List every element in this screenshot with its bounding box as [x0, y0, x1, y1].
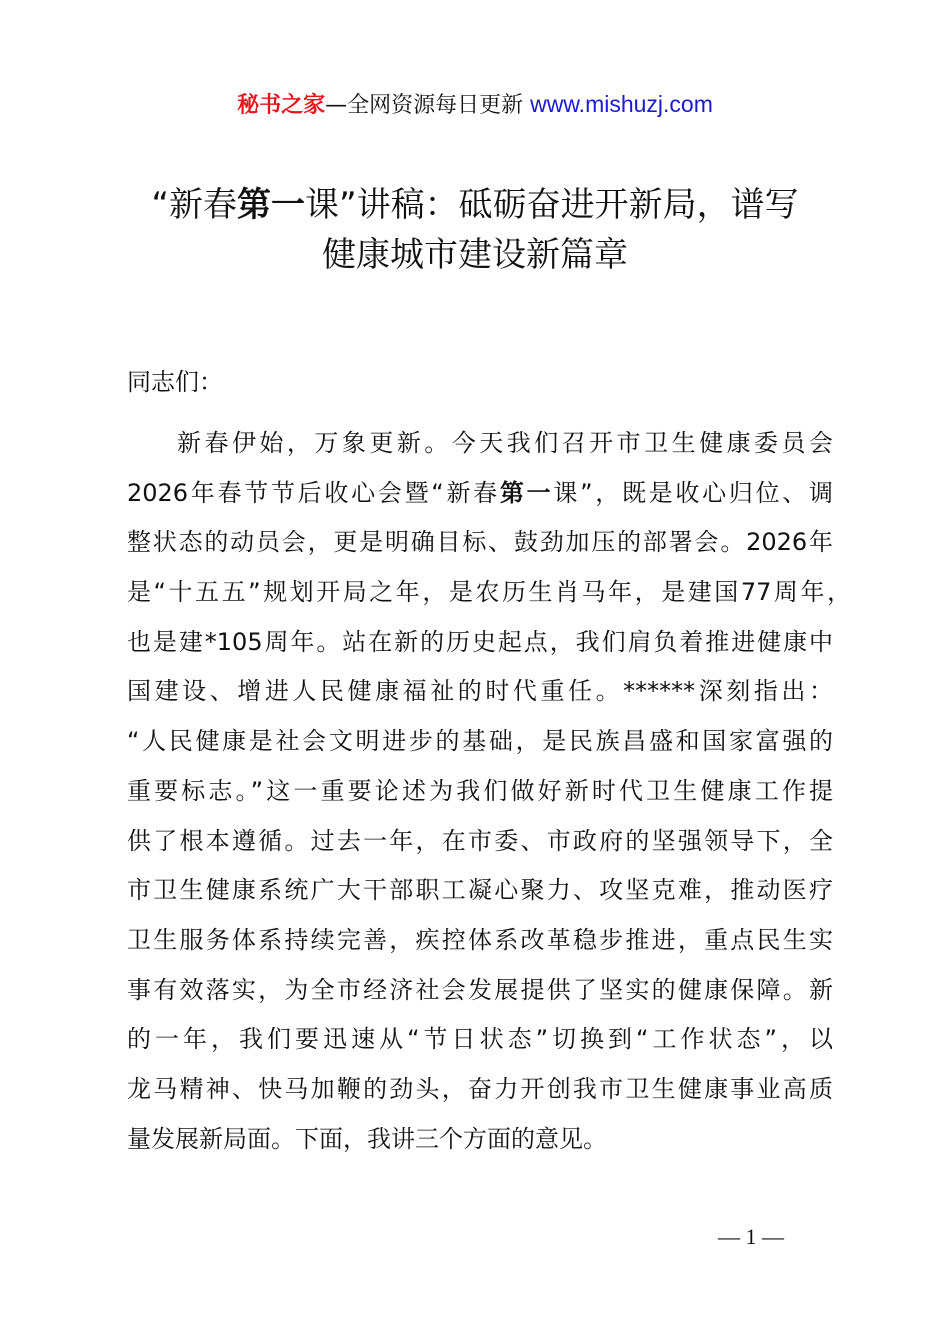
text-line: 事有效落实，为全市经济社会发展提供了坚实的健康保障。新 — [127, 975, 833, 1004]
site-header — [0, 88, 950, 119]
site-url-link[interactable]: www.mishuzj.com — [530, 91, 713, 117]
text-line: 新春伊始，万象更新。今天我们召开市卫生健康委员会 — [177, 429, 833, 457]
document-title — [0, 180, 950, 280]
text-line: 国建设、增进人民健康福祉的时代重任。******深刻指出： — [127, 677, 833, 706]
title-bold-text: 第一 — [237, 185, 305, 225]
text-line: 整状态的动员会，更是明确目标、鼓劲加压的部署会。2026年 — [127, 528, 833, 557]
text-line: 的一年，我们要迅速从“节日状态”切换到“工作状态”，以 — [127, 1025, 833, 1054]
text-line: 也是建*105周年。站在新的历史起点，我们肩负着推进健康中 — [127, 627, 833, 656]
text-line: 是“十五五”规划开局之年，是农历生肖马年，是建国77周年， — [127, 578, 851, 607]
text-line: 量发展新局面。下面，我讲三个方面的意见。 — [127, 1124, 607, 1153]
brand-name: 秘书之家 — [237, 93, 326, 118]
greeting: 同志们： — [127, 368, 223, 396]
text-line: 市卫生健康系统广大干部职工凝心聚力、攻坚克难，推动医疗 — [127, 876, 833, 905]
title-text: “新春 — [151, 185, 237, 225]
text-line: 供了根本遵循。过去一年，在市委、市政府的坚强领导下，全 — [127, 826, 833, 855]
title-text: 课”讲稿：砥砺奋进开新局，谱写 — [305, 185, 799, 225]
text-line: 卫生服务体系持续完善，疾控体系改革稳步推进，重点民生实 — [127, 925, 833, 954]
page-number: — 1 — — [718, 1224, 784, 1249]
text-line: “人民健康是社会文明进步的基础，是民族昌盛和国家富强的 — [127, 727, 833, 756]
body-paragraph — [127, 420, 851, 1165]
text-line: 重要标志。”这一重要论述为我们做好新时代卫生健康工作提 — [127, 776, 833, 805]
title-line-2: 健康城市建设新篇章 — [322, 235, 628, 275]
text-line: 2026年春节节后收心会暨“新春第一课”，既是收心归位、调 — [127, 478, 834, 507]
text-line: 龙马精神、快马加鞭的劲头，奋力开创我市卫生健康事业高质 — [127, 1074, 833, 1103]
header-slogan: —全网资源每日更新 — [325, 93, 531, 118]
